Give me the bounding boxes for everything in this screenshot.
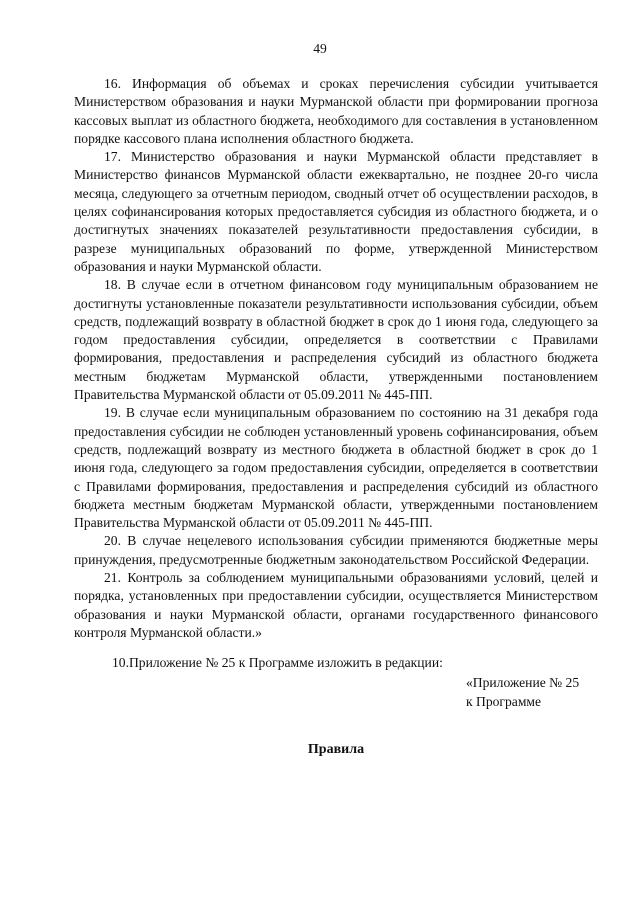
paragraph-17: 17. Министерство образования и науки Мурманской области представляет в Министерство финансов Мурманской области ежеквартально, не позднее 20-го числа месяца, следующего за отчетным периодом, сводный отчет об осуществлении расходов, в целях софинансирования которых предоставляется субсидия из областного бюджета, и о достигнутых значениях показателей результативности предоставления субсидии, в разрезе муниципальных образований по форме, утвержденной Министерством образования и науки Мурманской области. bbox=[74, 149, 598, 274]
paragraph-16: 16. Информация об объемах и сроках перечисления субсидии учитывается Министерством образования и науки Мурманской области при формировании прогноза кассовых выплат из областного бюджета, необходимого для составления в установленном порядке кассового плана исполнения областного бюджета. bbox=[74, 76, 598, 146]
section-heading: Правила bbox=[307, 741, 365, 757]
document-body bbox=[74, 75, 598, 759]
page-number: 49 bbox=[313, 41, 327, 56]
paragraph-21: 21. Контроль за соблюдением муниципальными образованиями условий, целей и порядка, установленных при предоставлении субсидии, осуществляется Министерством образования и науки Мурманской области, органами государственного финансового контроля Мурманской области.» bbox=[74, 570, 598, 640]
appendix-reference-line2: к Программе bbox=[466, 693, 542, 709]
appendix-reference bbox=[74, 673, 598, 711]
appendix-reference-line1: «Приложение № 25 bbox=[466, 674, 580, 690]
paragraph-19: 19. В случае если муниципальным образованием по состоянию на 31 декабря года предоставления субсидии не соблюден установленный уровень софинансирования, объем средств, подлежащий возврату из местного бюджета в областной бюджет в срок до 1 июня года, следующего за годом предоставления субсидии, определяется в соответствии с Правилами формирования, предоставления и распределения субсидий из областного бюджета местным бюджетам Мурманской области, утвержденными постановлением Правительства Мурманской области от 05.09.2011 № 445-ПП. bbox=[74, 405, 598, 531]
appendix-instruction: 10.Приложение № 25 к Программе изложить в редакции: bbox=[112, 655, 443, 671]
paragraph-20: 20. В случае нецелевого использования субсидии применяются бюджетные меры принуждения, предусмотренные бюджетным законодательством Российской Федерации. bbox=[74, 533, 598, 567]
paragraph-18: 18. В случае если в отчетном финансовом году муниципальным образованием не достигнуты установленные показатели результативности использования субсидии, объем средств, подлежащий возврату в областной бюджет в срок до 1 июня года, следующего за годом предоставления субсидии, определяется в соответствии с Правилами формирования, предоставления и распределения субсидий из областного бюджета местным бюджетам Мурманской области, утвержденными постановлением Правительства Мурманской области от 05.09.2011 № 445-ПП. bbox=[74, 277, 598, 403]
